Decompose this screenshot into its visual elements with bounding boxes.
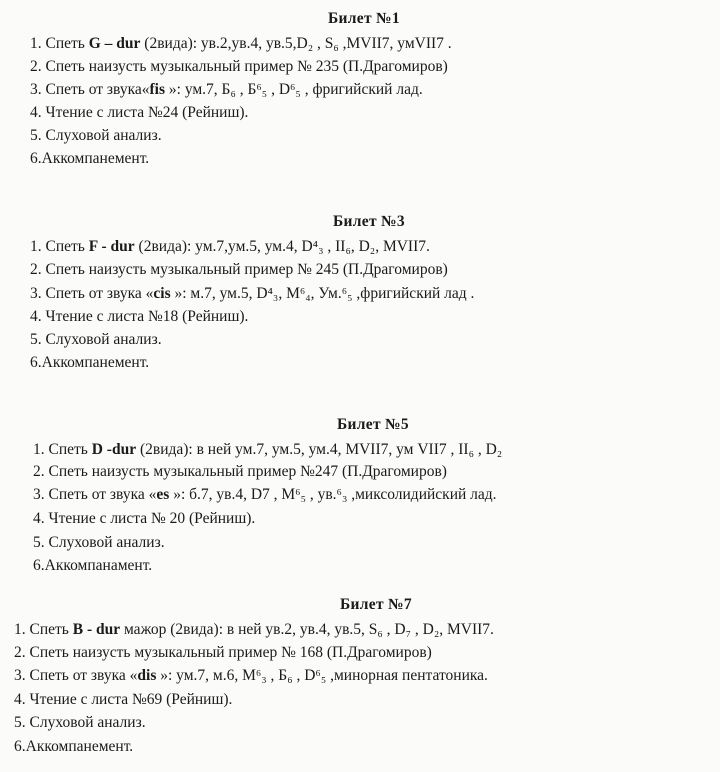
task-line: 1. Спеть G – dur (2вида): ув.2,ув.4, ув.5,D₂ , S₆ ,MVII7, умVII7 .: [30, 35, 452, 52]
ticket-title: Билет №7: [340, 596, 412, 613]
task-line: 5. Слуховой анализ.: [33, 534, 165, 551]
task-line: 2. Спеть наизусть музыкальный пример №247 (П.Драгомиров): [33, 463, 447, 480]
task-line: 4. Чтение с листа №24 (Рейниш).: [30, 104, 249, 121]
task-line: 6.Аккомпанемент.: [30, 150, 150, 167]
ticket-title: Билет №1: [328, 10, 400, 27]
task-line: 1. Спеть D -dur (2вида): в ней ум.7, ум.5, ум.4, MVII7, ум VII7 , II₆ , D₂: [33, 441, 503, 458]
task-line: 2. Спеть наизусть музыкальный пример № 245 (П.Драгомиров): [30, 261, 448, 278]
task-line: 1. Спеть B - dur мажор (2вида): в ней ув.2, ув.4, ув.5, S₆ , D₇ , D₂, MVII7.: [14, 621, 494, 638]
task-line: 5. Слуховой анализ.: [30, 331, 162, 348]
task-line: 2. Спеть наизусть музыкальный пример № 168 (П.Драгомиров): [14, 644, 432, 661]
task-line: 3. Спеть от звука «dis »: ум.7, м.6, M⁶₃ , Б₆ , D⁶₅ ,минорная пентатоника.: [14, 667, 488, 684]
task-line: 4. Чтение с листа №69 (Рейниш).: [14, 691, 233, 708]
task-line: 6.Аккомпанемент.: [30, 354, 150, 371]
task-line: 6.Аккомпанамент.: [33, 557, 153, 574]
task-line: 4. Чтение с листа №18 (Рейниш).: [30, 308, 249, 325]
task-line: 6.Аккомпанемент.: [14, 738, 134, 755]
ticket-title: Билет №5: [337, 416, 409, 433]
task-line: 5. Слуховой анализ.: [30, 127, 162, 144]
task-line: 5. Слуховой анализ.: [14, 714, 146, 731]
task-line: 2. Спеть наизусть музыкальный пример № 235 (П.Драгомиров): [30, 58, 448, 75]
task-line: 3. Спеть от звука«fis »: ум.7, Б₆ , Б⁶₅ , D⁶₅ , фригийский лад.: [30, 81, 423, 98]
task-line: 4. Чтение с листа № 20 (Рейниш).: [33, 510, 256, 527]
task-line: 3. Спеть от звука «cis »: м.7, ум.5, D⁴₃, M⁶₄, Ум.⁶₅ ,фригийский лад .: [30, 285, 475, 302]
ticket-title: Билет №3: [333, 213, 405, 230]
task-line: 1. Спеть F - dur (2вида): ум.7,ум.5, ум.4, D⁴₃ , II₆, D₂, MVII7.: [30, 238, 430, 255]
task-line: 3. Спеть от звука «es »: б.7, ув.4, D7 , M⁶₅ , ув.⁶₃ ,миксолидийский лад.: [33, 486, 497, 503]
